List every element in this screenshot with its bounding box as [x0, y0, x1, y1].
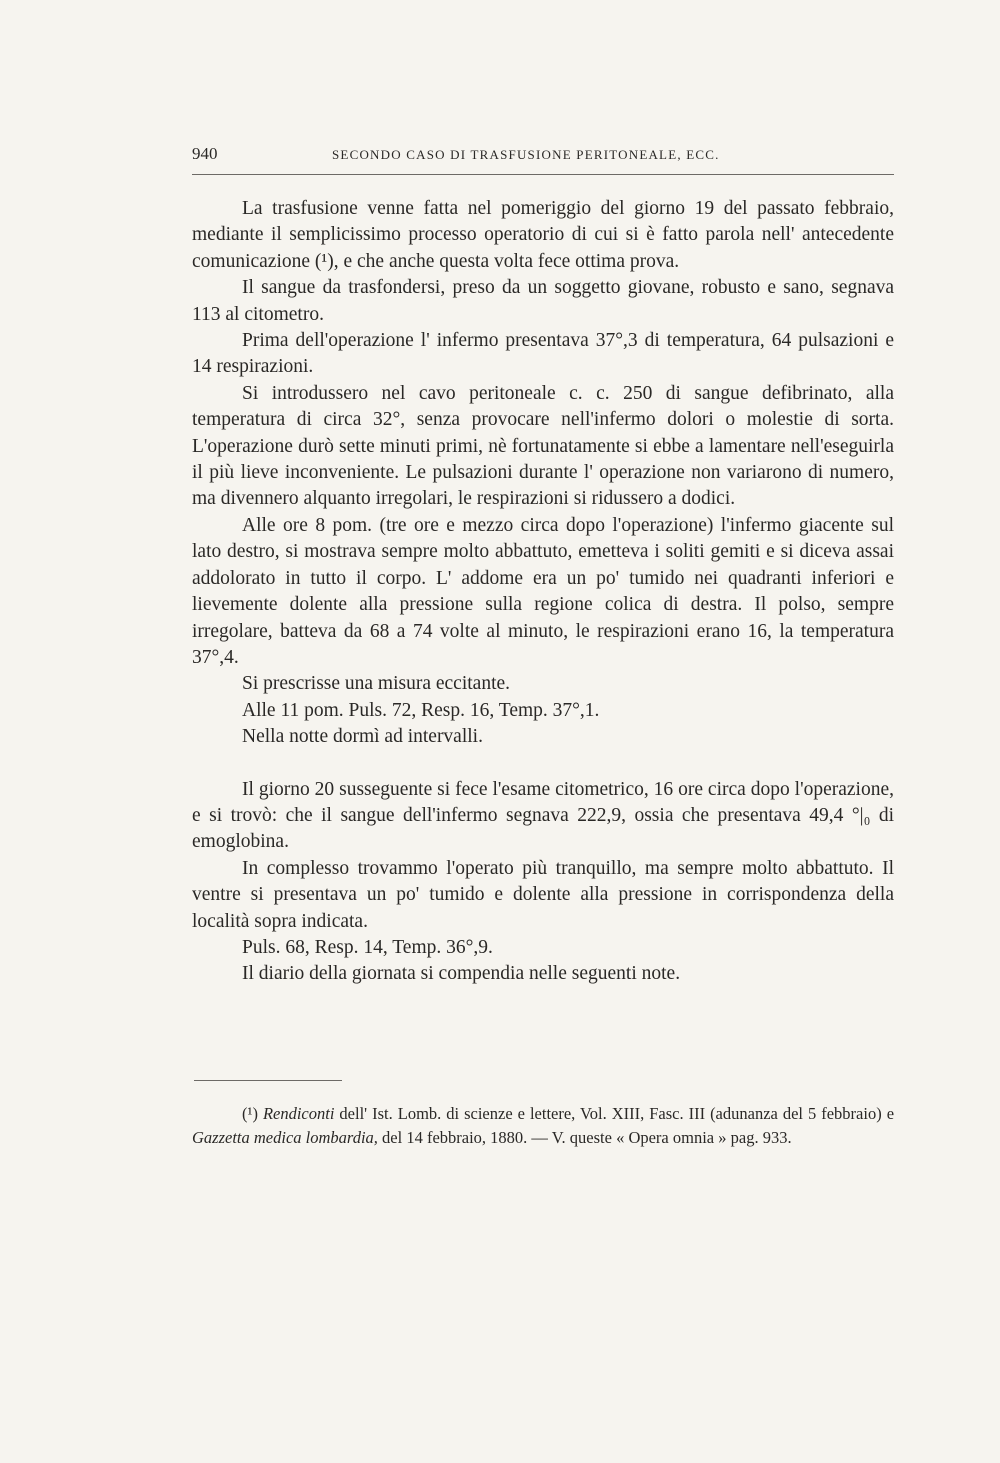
paragraph: Si prescrisse una misura eccitante. [242, 673, 511, 695]
paragraph: Puls. 68, Resp. 14, Temp. 36°,9. [242, 936, 493, 958]
footnote-text: del 14 febbraio, 1880. — V. queste « Opera omnia » pag. 933. [382, 1127, 792, 1147]
paragraph: Alle 11 pom. Puls. 72, Resp. 16, Temp. 37°,1. [242, 699, 600, 721]
footnote-title-rendiconti: Rendiconti [262, 1104, 335, 1123]
page-header [192, 144, 894, 175]
paragraph: In complesso trovammo l'operato più tranquillo, ma sempre molto abbattuto. Il ventre si presentava un po' tumido e dolente alla pressione in corrispondenza della località sopra indicata. [192, 857, 894, 932]
body-text [192, 196, 894, 988]
paragraph: Nella notte dormì ad intervalli. [242, 726, 483, 748]
paragraph: Alle ore 8 pom. (tre ore e mezzo circa dopo l'operazione) l'infermo giacente sul lato destro, si mostrava sempre molto abbattuto, emetteva i soliti gemiti e si diceva assai addolorato in tutto il corpo. L' addome era un po' tumido nei quadranti inferiori e lievemente dolente alla pressione sulla regione colica di destra. Il polso, sempre irregolare, batteva da 68 a 74 volte al minuto, le respirazioni erano 16, la temperatura 37°,4. [192, 514, 894, 668]
footnote [192, 1102, 894, 1149]
page-number: 940 [192, 144, 218, 163]
paragraph: Il diario della giornata si compendia nelle seguenti note. [242, 963, 681, 985]
paragraph: Si introdussero nel cavo peritoneale c. c. 250 di sangue defibrinato, alla temperatura di circa 32°, senza provocare nell'infermo dolori o molestie di sorta. L'operazione durò sette minuti primi, nè fortunatamente si ebbe a lamentare nell'eseguirla il più lieve inconveniente. Le pulsazioni durante l' operazione non variarono di numero, ma divennero alquanto irregolari, le respirazioni si ridussero a dodici. [192, 382, 894, 510]
footnote-mark: (¹) [242, 1104, 258, 1123]
paragraph: Prima dell'operazione l' infermo presentava 37°,3 di temperatura, 64 pulsazioni e 14 respirazioni. [192, 330, 894, 378]
running-title: SECONDO CASO DI TRASFUSIONE PERITONEALE, ECC. [332, 147, 720, 162]
paragraph: La trasfusione venne fatta nel pomeriggio del giorno 19 del passato febbraio, mediante il semplicissimo processo operatorio di cui si è fatto parola nell' antecedente comunicazione (¹), e che anche questa volta fece ottima prova. [192, 198, 894, 272]
paragraph: Il sangue da trasfondersi, preso da un soggetto giovane, robusto e sano, segnava 113 al citometro. [192, 277, 894, 325]
footnote-text: dell' Ist. Lomb. di scienze e lettere, Vol. XIII, Fasc. III (adunanza del 5 febbraio) e [339, 1104, 895, 1123]
paragraph: Il giorno 20 susseguente si fece l'esame citometrico, 16 ore circa dopo l'operazione, e si trovò: che il sangue dell'infermo segnava 222,9, ossia che presentava 49,4 °|₀ di emoglobina. [192, 778, 894, 853]
footnote-title-gazzetta: Gazzetta medica lombardia, [192, 1127, 378, 1147]
footnote-divider [194, 1080, 342, 1081]
